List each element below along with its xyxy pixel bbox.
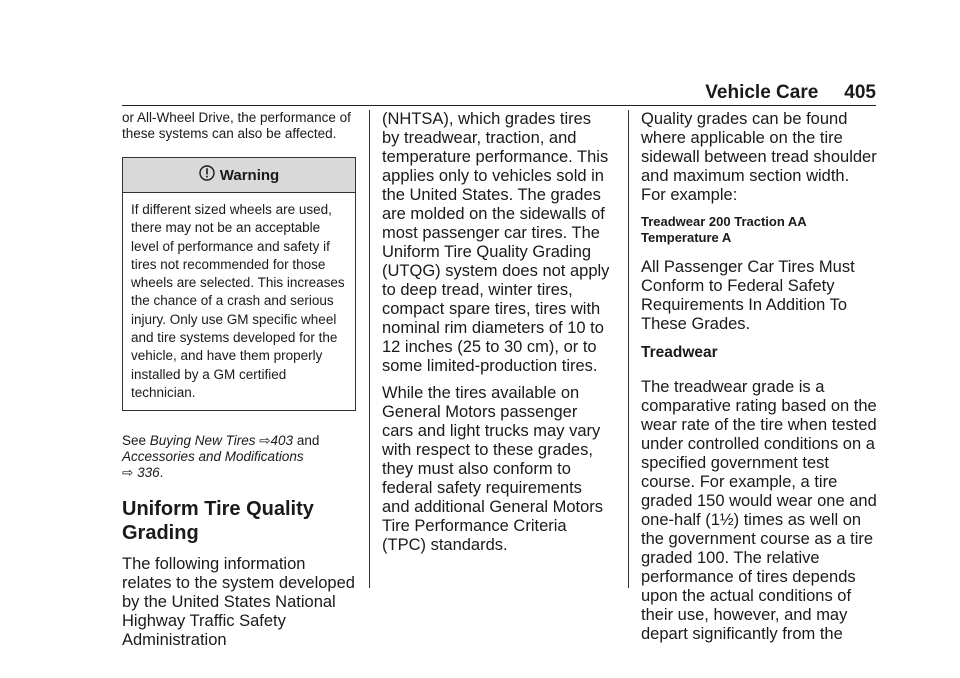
column-divider-2 (628, 110, 629, 588)
page-header (600, 82, 876, 104)
page-ref-336[interactable]: 336 (137, 465, 160, 481)
warning-box (122, 157, 356, 411)
subheading-treadwear: Treadwear (641, 344, 718, 361)
link-buying-new-tires[interactable]: Buying New Tires (149, 433, 256, 449)
see-also: See Buying New Tires ⇨403 and Accessories and Modifications ⇨ 336. (122, 433, 320, 481)
column-1 (122, 110, 356, 650)
page-number: 405 (844, 82, 876, 103)
warning-icon (199, 165, 220, 185)
link-accessories-modifications[interactable]: Accessories and Modifications (122, 449, 304, 465)
body-paragraph: All Passenger Car Tires Must Conform to Federal Safety Requirements In Addition To These Grades. (641, 258, 855, 333)
body-paragraph: (NHTSA), which grades tires by treadwear, traction, and temperature performance. This applies only to vehicles sold in the United States. The grades are molded on the sidewalls of most passenger car tires. The Uniform Tire Quality Grading (UTQG) system does not apply to deep tread, winter tires, compact spare tires, tires with nominal rim diameters of 10 to 12 inches (25 to 30 cm), or to some limited-production tires. (382, 110, 610, 375)
header-rule (122, 105, 876, 106)
example-grade: Treadwear 200 Traction AA Temperature A (641, 214, 807, 245)
column-divider-1 (369, 110, 370, 588)
intro-text: or All-Wheel Drive, the performance of these systems can also be affected. (122, 110, 351, 141)
column-3 (641, 110, 877, 644)
section-heading: Uniform Tire Quality Grading (122, 498, 314, 545)
page-ref-arrow-icon: ⇨ (122, 465, 134, 481)
body-paragraph: The following information relates to the system developed by the United States National Highway Traffic Safety Administration (122, 555, 355, 650)
page-ref-arrow-icon: ⇨ (259, 433, 271, 449)
warning-header (123, 158, 355, 193)
body-paragraph: While the tires available on General Motors passenger cars and light trucks may vary with respect to these grades, they must also conform to federal safety requirements and additional General Motors Tire Performance Criteria (TPC) standards. (382, 384, 604, 554)
column-2 (382, 110, 610, 555)
body-paragraph: The treadwear grade is a comparative rating based on the wear rate of the tire when tested under controlled conditions on a specified government test course. For example, a tire graded 150 would wear one and one-half (1½) times as well on the government course as a tire graded 100. The relative performance of tires depends upon the actual conditions of their use, however, and may depart significantly from the (641, 377, 877, 643)
section-title: Vehicle Care (705, 82, 819, 103)
page-ref-403[interactable]: 403 (270, 433, 294, 449)
warning-title: Warning (219, 166, 280, 184)
warning-text: If different sized wheels are used, there may not be an acceptable level of performance and safety if tires not recommended for those wheels are selected. This increases the chance of a crash and serious injury. Only use GM specific wheel and tire systems developed for the vehicle, and have them properly installed by a GM certified technician. (131, 202, 345, 400)
body-paragraph: Quality grades can be found where applicable on the tire sidewall between tread shoulder and maximum section width. For example: (641, 110, 877, 204)
